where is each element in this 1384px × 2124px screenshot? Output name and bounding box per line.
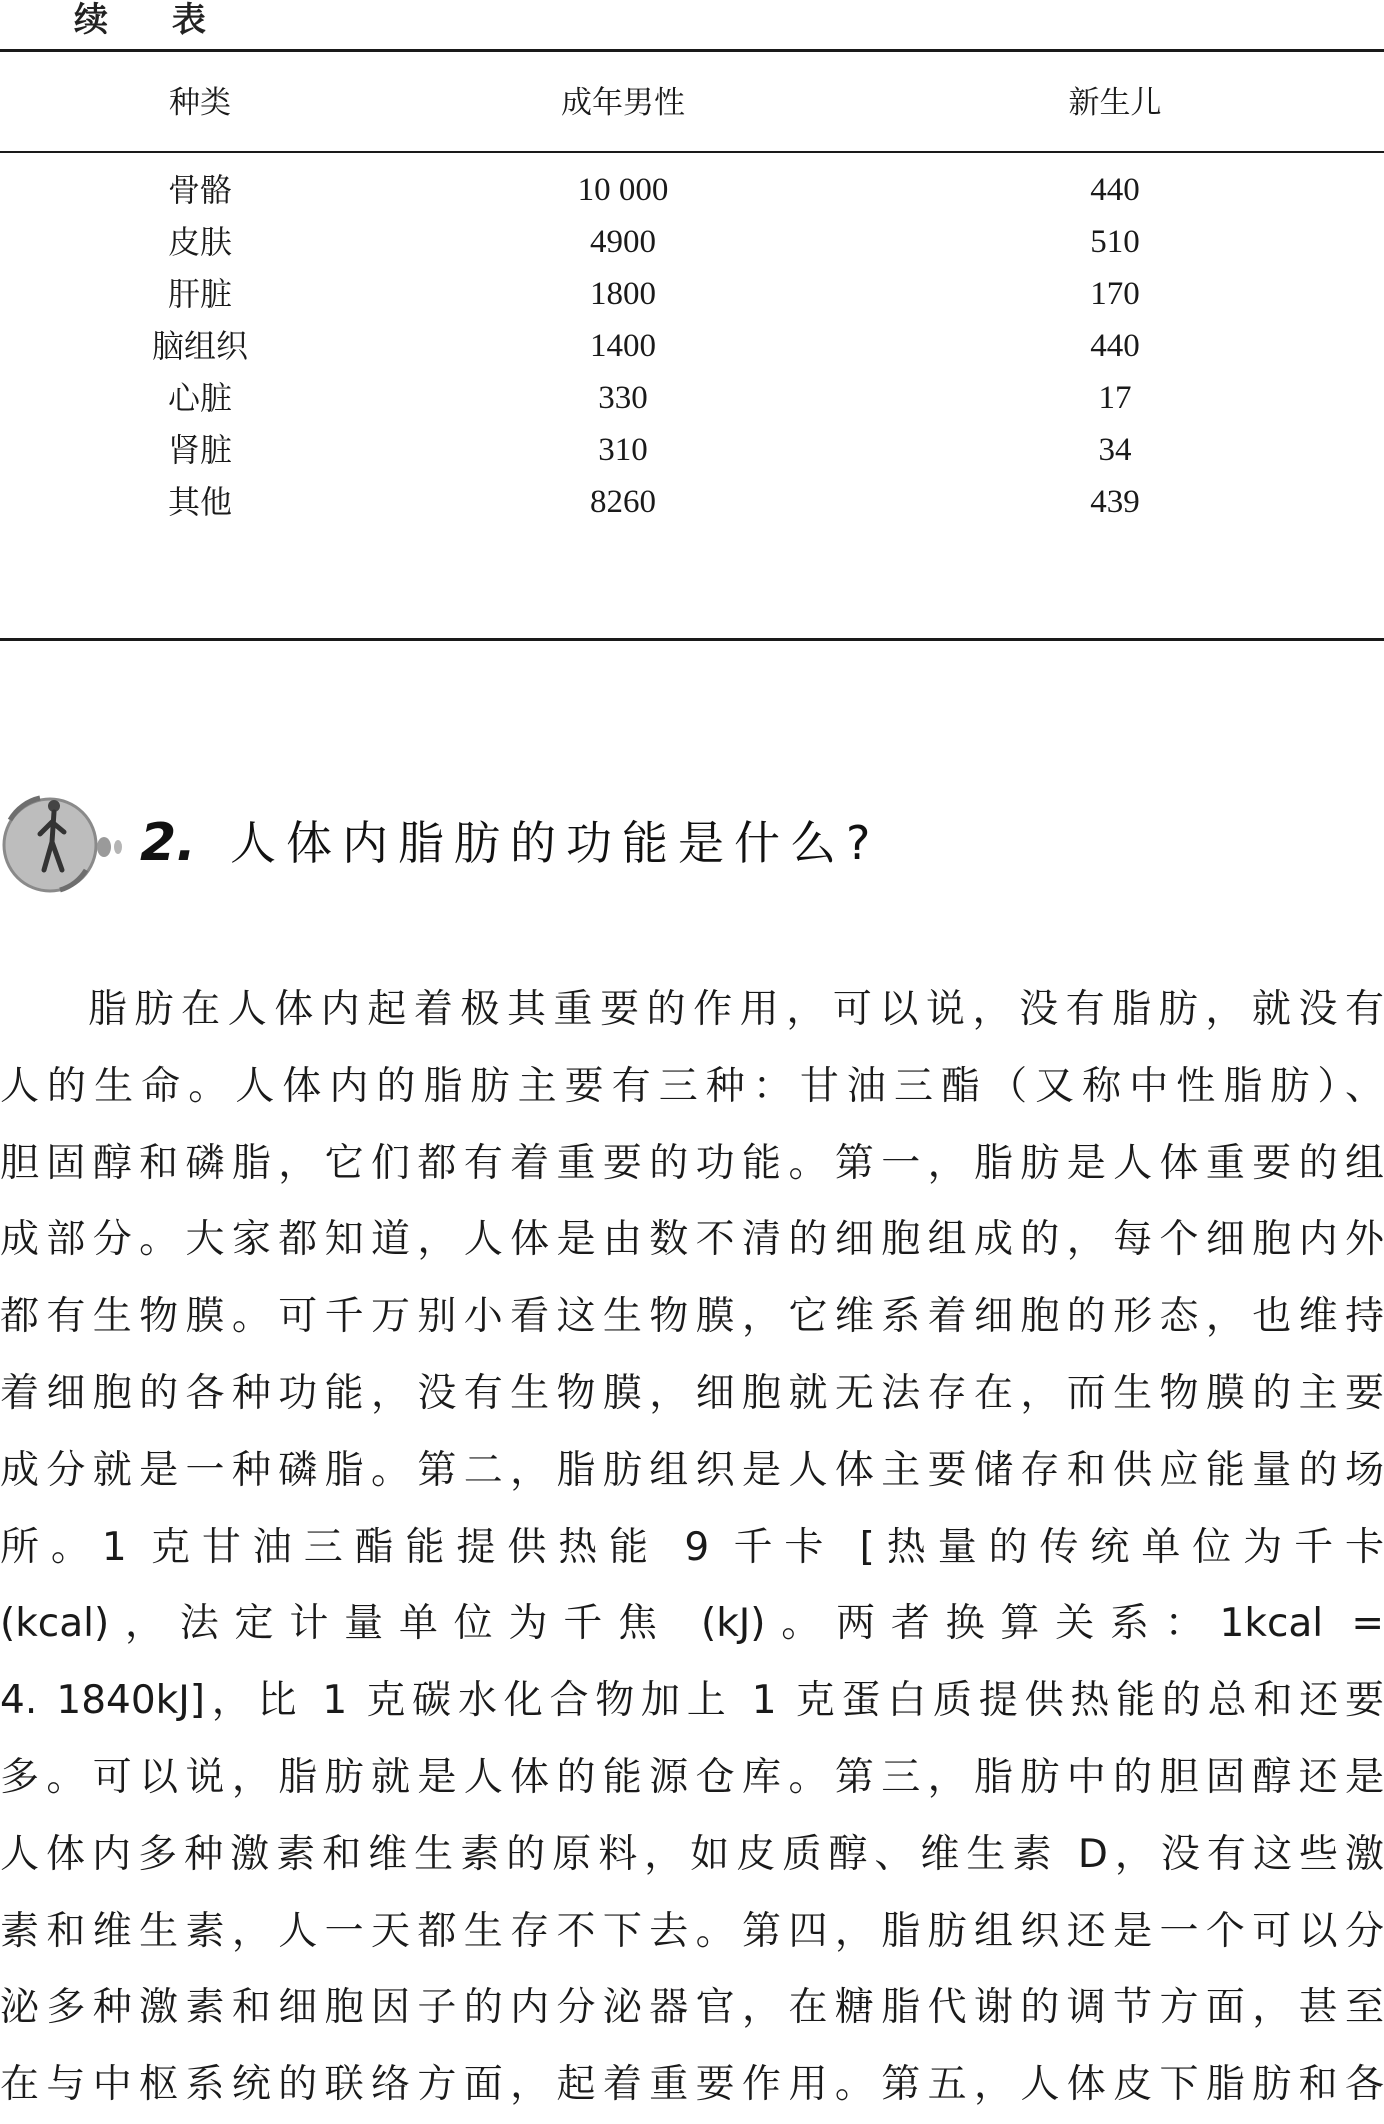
table-row — [0, 212, 1384, 272]
paragraph-line: 成部分。大家都知道，人体是由数不清的细胞组成的，每个细胞内外 — [0, 1217, 1384, 1263]
paragraph-line: 4. 1840kJ]，比 1 克碳水化合物加上 1 克蛋白质提供热能的总和还要 — [0, 1678, 1384, 1724]
row-category: 骨骼 — [167, 171, 232, 209]
question-title: 人体内脂肪的功能是什么? — [230, 816, 881, 870]
row-adult-value: 4900 — [590, 224, 656, 260]
table-row — [0, 368, 1384, 428]
table-row — [0, 264, 1384, 324]
paragraph-line: 胆固醇和磷脂，它们都有着重要的功能。第一，脂肪是人体重要的组 — [0, 1140, 1384, 1186]
table-header-rule — [0, 151, 1384, 153]
paragraph-line: 所。1 克甘油三酯能提供热能 9 千卡 [热量的传统单位为千卡 — [0, 1524, 1384, 1570]
paragraph-line: 在与中枢系统的联络方面，起着重要作用。第五，人体皮下脂肪和各 — [0, 2062, 1384, 2108]
row-newborn-value: 17 — [1098, 380, 1132, 416]
row-category: 肝脏 — [167, 275, 232, 313]
table-row — [0, 472, 1384, 532]
paragraph-line: 人体内多种激素和维生素的原料，如皮质醇、维生素 D，没有这些激 — [0, 1831, 1384, 1877]
figure-badge-icon — [0, 790, 130, 900]
header-category: 种类 — [169, 85, 231, 121]
table-bottom-rule — [0, 638, 1384, 641]
row-category: 心脏 — [167, 379, 232, 417]
row-adult-value: 1800 — [590, 276, 656, 312]
row-adult-value: 10 000 — [577, 172, 669, 208]
header-adult-male: 成年男性 — [561, 85, 685, 121]
table-top-rule — [0, 49, 1384, 52]
table-header-row — [0, 73, 1384, 133]
table-row — [0, 316, 1384, 376]
row-category: 脑组织 — [151, 327, 248, 365]
paragraph-line: 多。可以说，脂肪就是人体的能源仓库。第三，脂肪中的胆固醇还是 — [0, 1754, 1384, 1800]
row-category: 其他 — [167, 483, 232, 521]
paragraph-line: 都有生物膜。可千万别小看这生物膜，它维系着细胞的形态，也维持 — [0, 1294, 1384, 1340]
row-category: 皮肤 — [167, 223, 232, 261]
row-category: 肾脏 — [167, 431, 232, 469]
row-adult-value: 8260 — [590, 484, 656, 520]
header-newborn: 新生儿 — [1068, 85, 1162, 121]
row-adult-value: 310 — [598, 432, 648, 468]
paragraph-line: 人的生命。人体内的脂肪主要有三种：甘油三酯（又称中性脂肪）、 — [0, 1063, 1384, 1109]
row-newborn-value: 34 — [1098, 432, 1132, 468]
row-newborn-value: 439 — [1090, 484, 1140, 520]
question-heading — [0, 790, 1384, 910]
row-newborn-value: 440 — [1090, 172, 1140, 208]
paragraph-line: 成分就是一种磷脂。第二，脂肪组织是人体主要储存和供应能量的场 — [0, 1447, 1384, 1493]
continued-table-label: 续 表 — [74, 0, 232, 40]
row-adult-value: 330 — [598, 380, 648, 416]
table-row — [0, 160, 1384, 220]
paragraph-line: 泌多种激素和细胞因子的内分泌器官，在糖脂代谢的调节方面，甚至 — [0, 1985, 1384, 2031]
row-newborn-value: 440 — [1090, 328, 1140, 364]
row-adult-value: 1400 — [590, 328, 656, 364]
paragraph-line: (kcal)，法定计量单位为千焦 (kJ)。两者换算关系：1kcal = — [0, 1601, 1384, 1647]
question-number: 2. — [140, 813, 196, 873]
row-newborn-value: 170 — [1090, 276, 1140, 312]
row-newborn-value: 510 — [1090, 224, 1140, 260]
paragraph-line: 着细胞的各种功能，没有生物膜，细胞就无法存在，而生物膜的主要 — [0, 1370, 1384, 1416]
paragraph-line: 脂肪在人体内起着极其重要的作用，可以说，没有脂肪，就没有 — [88, 987, 1384, 1032]
paragraph-line: 素和维生素，人一天都生存不下去。第四，脂肪组织还是一个可以分 — [0, 1908, 1384, 1954]
body-paragraph — [0, 972, 1384, 2124]
table-row — [0, 420, 1384, 480]
